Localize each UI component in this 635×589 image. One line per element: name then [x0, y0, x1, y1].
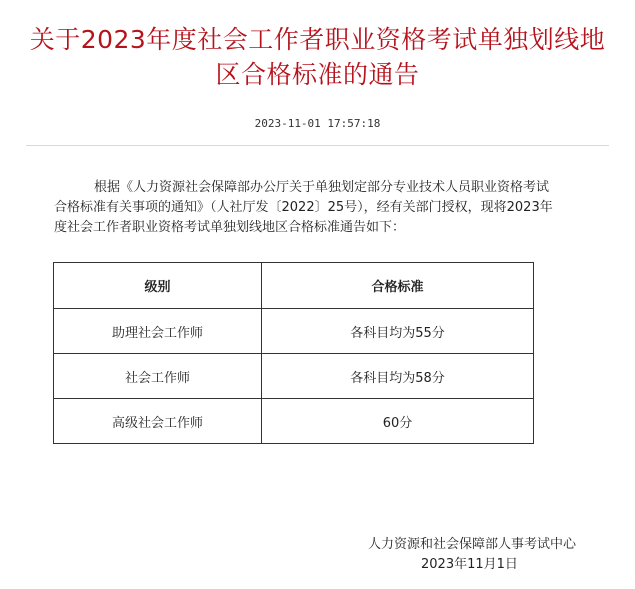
- cell-standard: 各科目均为58分: [262, 354, 534, 399]
- cell-level: 助理社会工作师: [54, 309, 262, 354]
- cell-level: 社会工作师: [54, 354, 262, 399]
- divider: [26, 145, 609, 146]
- table-row: [54, 354, 534, 399]
- intro-line-1: 根据《人力资源社会保障部办公厅关于单独划定部分专业技术人员职业资格考试: [94, 180, 550, 195]
- page-title: [0, 22, 635, 92]
- page-title-line-1: 关于2023年度社会工作者职业资格考试单独划线地: [29, 25, 606, 54]
- intro-line-3: 度社会工作者职业资格考试单独划线地区合格标准通告如下：: [54, 220, 406, 235]
- header-level: 级别: [54, 263, 262, 309]
- standards-table: [53, 262, 534, 444]
- table-row: [54, 399, 534, 444]
- page-title-line-2: 区合格标准的通告: [215, 60, 420, 89]
- cell-level: 高级社会工作师: [54, 399, 262, 444]
- publish-timestamp: 2023-11-01 17:57:18: [254, 117, 381, 130]
- cell-standard: 60分: [262, 399, 534, 444]
- issuing-organization: 人力资源和社会保障部人事考试中心: [368, 537, 577, 552]
- cell-standard: 各科目均为55分: [262, 309, 534, 354]
- intro-line-2: 合格标准有关事项的通知》（人社厅发〔2022〕25号），经有关部门授权，现将2023年: [54, 200, 553, 215]
- table-row: [54, 309, 534, 354]
- header-standard: 合格标准: [262, 263, 534, 309]
- issue-date: 2023年11月1日: [421, 557, 518, 572]
- intro-paragraph: [54, 178, 594, 238]
- table-header-row: [54, 263, 534, 309]
- signature-block: [340, 535, 600, 575]
